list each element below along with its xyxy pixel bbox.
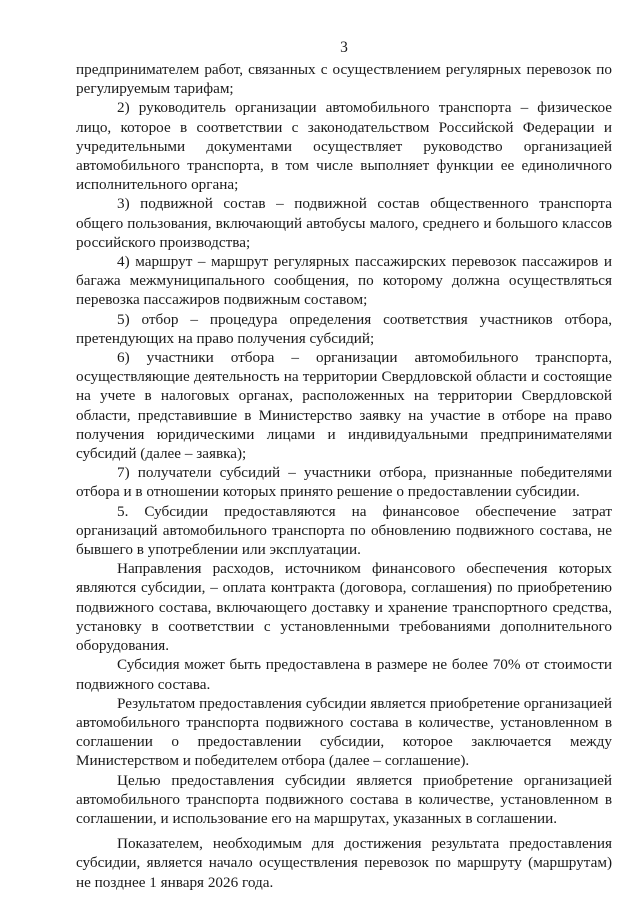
page-number: 3 xyxy=(340,39,348,56)
paragraph-definition-1-continued: предпринимателем работ, связанных с осуществлением регулярных перевозок по регулируемым тарифам; xyxy=(76,61,612,98)
document-page xyxy=(76,38,612,892)
paragraph-clause-5: 5. Субсидии предоставляются на финансовое обеспечение затрат организаций автомобильного транспорта по обновлению подвижного состава, не бывшего в употреблении или эксплуатации. xyxy=(76,502,612,559)
paragraph-expense-directions: Направления расходов, источником финансового обеспечения которых являются субсидии, – оплата контракта (договора, соглашения) по приобретению подвижного состава, включающего доставку и хранение транспортного средства, установку в соответствии с установленными требованиями дополнительного оборудования. xyxy=(76,560,612,655)
paragraph-definition-3: 3) подвижной состав – подвижной состав общественного транспорта общего пользования, включающий автобусы малого, среднего и большого классов российского производства; xyxy=(76,195,612,251)
paragraph-definition-4: 4) маршрут – маршрут регулярных пассажирских перевозок пассажиров и багажа межмуниципального сообщения, по которому должна осуществляться перевозка пассажиров подвижным составом; xyxy=(76,253,612,309)
paragraph-definition-6: 6) участники отбора – организации автомобильного транспорта, осуществляющие деятельность на территории Свердловской области и состоящие на учете в налоговых органах, расположенных на территории Свердловской области, представившие в Министерство заявку на участие в отборе на право получения юридическими лицами и индивидуальными предпринимателями субсидий (далее – заявка); xyxy=(76,349,612,463)
paragraph-result: Результатом предоставления субсидии является приобретение организацией автомобильного транспорта подвижного состава в количестве, установленном в соглашении о предоставлении субсидии, которое заключается между Министерством и победителем отбора (далее – соглашение). xyxy=(76,694,612,770)
paragraph-goal: Целью предоставления субсидии является приобретение организацией автомобильного транспорта подвижного состава в количестве, установленном в соглашении, и использование его на маршрутах, указанных в соглашении. xyxy=(76,771,612,827)
paragraph-definition-7: 7) получатели субсидий – участники отбора, признанные победителями отбора и в отношении которых принято решение о предоставлении субсидии. xyxy=(76,464,612,501)
paragraph-subsidy-limit: Субсидия может быть предоставлена в размере не более 70% от стоимости подвижного состава. xyxy=(76,656,612,693)
paragraph-definition-5: 5) отбор – процедура определения соответствия участников отбора, претендующих на право получения субсидий; xyxy=(76,310,612,347)
paragraph-definition-2: 2) руководитель организации автомобильного транспорта – физическое лицо, которое в соответствии с законодательством Российской Федерации и учредительными документами осуществляет руководство организацией автомобильного транспорта, в том числе выполняет функции ее единоличного исполнительного органа; xyxy=(76,99,612,194)
paragraph-indicator: Показателем, необходимым для достижения результата предоставления субсидии, является начало осуществления перевозок по маршруту (маршрутам) не позднее 1 января 2026 года. xyxy=(76,835,612,891)
